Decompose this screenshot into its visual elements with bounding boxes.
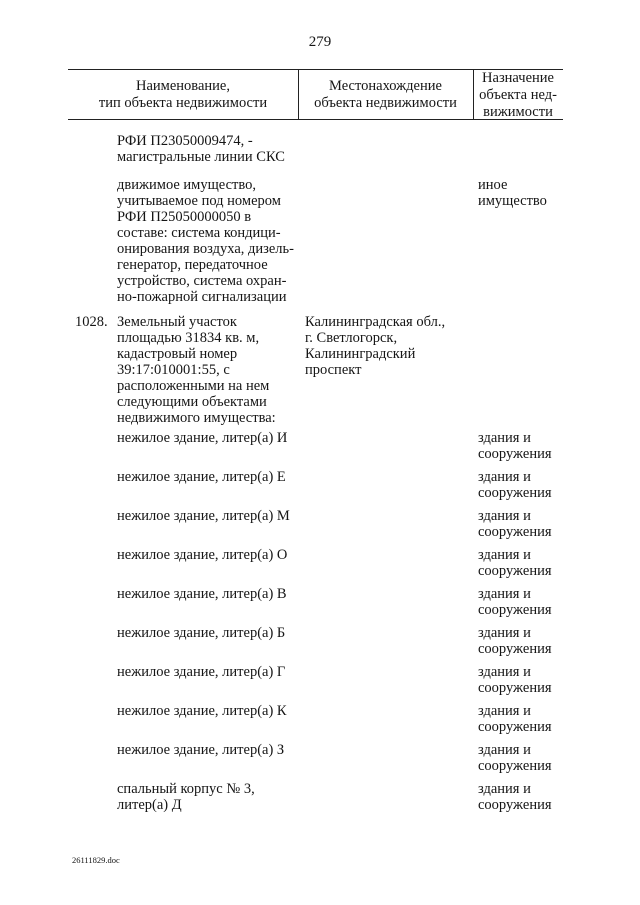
text-line: генератор, передаточное xyxy=(117,257,268,273)
text-line: движимое имущество, xyxy=(117,177,256,193)
text-line: сооружения xyxy=(478,563,552,579)
text-line: здания и xyxy=(478,703,531,719)
text-line: литер(а) Д xyxy=(117,797,182,813)
page-number: 279 xyxy=(308,34,332,50)
item-number: 1028. xyxy=(75,314,108,330)
text-line: нежилое здание, литер(а) К xyxy=(117,703,287,719)
text-line: 39:17:010001:55, с xyxy=(117,362,230,378)
text-line: иное xyxy=(478,177,508,193)
object-name-cell xyxy=(117,177,294,305)
object-purpose-cell xyxy=(478,742,552,774)
text-line: РФИ П23050009474, - xyxy=(117,133,253,149)
text-line: г. Светлогорск, xyxy=(305,330,398,346)
text-line: нежилое здание, литер(а) М xyxy=(117,508,290,524)
text-line: здания и xyxy=(478,469,531,485)
header-line: Местонахождение xyxy=(329,78,442,94)
text-line: Калининградская обл., xyxy=(305,314,446,330)
text-line: здания и xyxy=(478,508,531,524)
text-line: нежилое здание, литер(а) Г xyxy=(117,664,286,680)
object-purpose-cell xyxy=(478,430,552,462)
text-line: РФИ П25050000050 в xyxy=(117,209,252,225)
text-line: сооружения xyxy=(478,485,552,501)
header-location-column xyxy=(298,78,473,112)
header-line: Назначение xyxy=(482,70,554,86)
text-line: следующими объектами xyxy=(117,394,267,410)
text-line: нежилое здание, литер(а) Е xyxy=(117,469,286,485)
text-line: здания и xyxy=(478,664,531,680)
object-location-cell xyxy=(305,314,445,378)
text-line: составе: система кондици- xyxy=(117,225,281,241)
object-name-cell xyxy=(117,133,285,165)
header-line: Наименование, xyxy=(136,78,230,94)
object-name-cell xyxy=(117,547,287,563)
text-line: проспект xyxy=(305,362,362,378)
header-line: объекта недвижимости xyxy=(314,95,457,111)
text-line: площадью 31834 кв. м, xyxy=(117,330,260,346)
text-line: Калининградский xyxy=(305,346,416,362)
header-line: вижимости xyxy=(483,104,553,120)
text-line: онирования воздуха, дизель- xyxy=(117,241,294,257)
object-name-cell xyxy=(117,430,287,446)
text-line: имущество xyxy=(478,193,547,209)
object-name-cell xyxy=(117,703,287,719)
document-file-name: 26111829.doc xyxy=(72,855,120,865)
object-name-cell xyxy=(117,508,290,524)
object-purpose-cell xyxy=(478,177,547,209)
header-line: тип объекта недвижимости xyxy=(98,95,268,111)
text-line: устройство, система охран- xyxy=(117,273,287,289)
object-name-cell xyxy=(117,664,285,680)
header-line: объекта нед- xyxy=(479,87,557,103)
text-line: учитываемое под номером xyxy=(117,193,281,209)
object-name-cell xyxy=(117,781,255,813)
object-purpose-cell xyxy=(478,469,552,501)
text-line: сооружения xyxy=(478,446,552,462)
text-line: магистральные линии СКС xyxy=(117,149,285,165)
text-line: но-пожарной сигнализации xyxy=(117,289,287,305)
text-line: недвижимого имущества: xyxy=(117,410,276,426)
object-purpose-cell xyxy=(478,586,552,618)
text-line: нежилое здание, литер(а) В xyxy=(117,586,287,602)
object-purpose-cell xyxy=(478,508,552,540)
text-line: здания и xyxy=(478,781,531,797)
text-line: сооружения xyxy=(478,641,552,657)
text-line: здания и xyxy=(478,625,531,641)
text-line: сооружения xyxy=(478,758,552,774)
text-line: сооружения xyxy=(478,680,552,696)
text-line: здания и xyxy=(478,430,531,446)
text-line: сооружения xyxy=(478,719,552,735)
text-line: кадастровый номер xyxy=(117,346,238,362)
object-purpose-cell xyxy=(478,781,552,813)
object-purpose-cell xyxy=(478,625,552,657)
text-line: нежилое здание, литер(а) Б xyxy=(117,625,286,641)
text-line: спальный корпус № 3, xyxy=(117,781,255,797)
text-line: здания и xyxy=(478,547,531,563)
text-line: здания и xyxy=(478,742,531,758)
object-name-cell xyxy=(117,625,285,641)
object-name-cell xyxy=(117,314,276,426)
text-line: сооружения xyxy=(478,602,552,618)
text-line: нежилое здание, литер(а) О xyxy=(117,547,288,563)
object-purpose-cell xyxy=(478,664,552,696)
text-line: расположенными на нем xyxy=(117,378,270,394)
text-line: Земельный участок xyxy=(117,314,237,330)
header-purpose-column xyxy=(473,70,563,121)
object-purpose-cell xyxy=(478,547,552,579)
text-line: нежилое здание, литер(а) И xyxy=(117,430,288,446)
text-line: сооружения xyxy=(478,797,552,813)
object-name-cell xyxy=(117,586,287,602)
object-name-cell xyxy=(117,469,286,485)
object-purpose-cell xyxy=(478,703,552,735)
text-line: здания и xyxy=(478,586,531,602)
text-line: сооружения xyxy=(478,524,552,540)
text-line: нежилое здание, литер(а) З xyxy=(117,742,285,758)
header-name-column xyxy=(68,78,298,112)
object-name-cell xyxy=(117,742,284,758)
